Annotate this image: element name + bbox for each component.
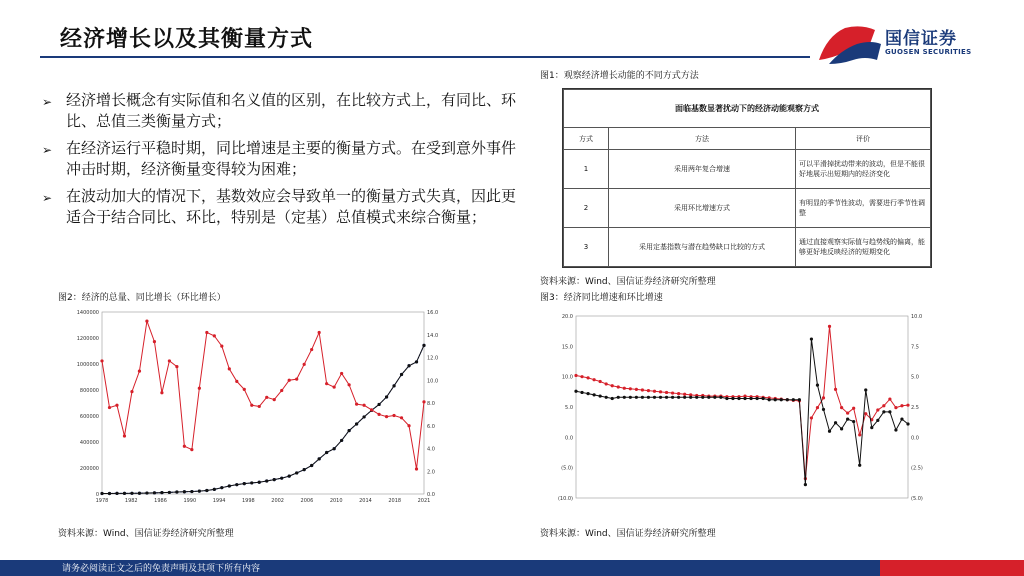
data-point bbox=[377, 413, 380, 416]
data-point bbox=[318, 331, 321, 334]
data-point bbox=[243, 388, 246, 391]
table-cell: 通过直接观察实际值与趋势线的偏离，能够更好地反映经济的短期变化 bbox=[796, 228, 931, 267]
footer-disclaimer: 请务必阅读正文之后的免责声明及其项下所有内容 bbox=[62, 564, 261, 574]
data-point bbox=[574, 374, 577, 377]
data-point bbox=[190, 490, 193, 493]
data-point bbox=[385, 395, 388, 398]
bullet-item bbox=[42, 186, 522, 228]
data-point bbox=[611, 397, 614, 400]
data-point bbox=[385, 415, 388, 418]
data-point bbox=[213, 334, 216, 337]
arrow-icon: ➢ bbox=[42, 95, 53, 109]
table-cell: 采用环比增速方式 bbox=[609, 189, 796, 228]
data-point bbox=[318, 457, 321, 460]
bullet-item bbox=[42, 138, 522, 180]
x-tick-label: 2014 bbox=[359, 498, 372, 504]
data-point bbox=[876, 419, 879, 422]
data-point bbox=[235, 483, 238, 486]
data-point bbox=[220, 486, 223, 489]
data-point bbox=[635, 388, 638, 391]
data-point bbox=[205, 331, 208, 334]
table-row bbox=[564, 228, 931, 267]
data-point bbox=[168, 491, 171, 494]
data-point bbox=[130, 492, 133, 495]
data-point bbox=[599, 394, 602, 397]
data-point bbox=[786, 398, 789, 401]
data-point bbox=[780, 398, 783, 401]
data-point bbox=[900, 418, 903, 421]
data-point bbox=[422, 344, 425, 347]
data-point bbox=[392, 384, 395, 387]
data-point bbox=[816, 406, 819, 409]
data-point bbox=[683, 393, 686, 396]
x-tick-label: 1986 bbox=[154, 498, 167, 504]
data-point bbox=[123, 434, 126, 437]
data-point bbox=[250, 404, 253, 407]
data-point bbox=[370, 408, 373, 411]
data-point bbox=[273, 398, 276, 401]
y2-tick-label: 8.0 bbox=[427, 401, 435, 407]
data-point bbox=[348, 429, 351, 432]
data-point bbox=[198, 490, 201, 493]
data-point bbox=[265, 396, 268, 399]
data-point bbox=[145, 491, 148, 494]
y2-tick-label: (2.5) bbox=[911, 465, 923, 472]
data-point bbox=[415, 467, 418, 470]
data-point bbox=[882, 410, 885, 413]
arrow-icon: ➢ bbox=[42, 191, 53, 205]
data-point bbox=[822, 396, 825, 399]
data-point bbox=[810, 337, 813, 340]
data-point bbox=[864, 412, 867, 415]
data-point bbox=[768, 398, 771, 401]
data-point bbox=[115, 492, 118, 495]
x-tick-label: 1982 bbox=[124, 498, 138, 504]
data-point bbox=[840, 406, 843, 409]
figure1-source: 资料来源：Wind、国信证券经济研究所整理 bbox=[540, 277, 716, 287]
x-tick-label: 2010 bbox=[329, 498, 343, 504]
data-point bbox=[228, 367, 231, 370]
data-point bbox=[731, 397, 734, 400]
data-point bbox=[762, 397, 765, 400]
y-tick-label: 400000 bbox=[79, 440, 99, 446]
data-point bbox=[737, 397, 740, 400]
data-point bbox=[623, 387, 626, 390]
data-point bbox=[743, 397, 746, 400]
y2-tick-label: 0.0 bbox=[911, 435, 919, 442]
method-table bbox=[562, 88, 932, 268]
y2-tick-label: 2.0 bbox=[427, 469, 435, 476]
data-point bbox=[586, 392, 589, 395]
x-tick-label: 1994 bbox=[212, 498, 226, 504]
data-point bbox=[707, 396, 710, 399]
data-point bbox=[288, 475, 291, 478]
y2-tick-label: 12.0 bbox=[427, 355, 439, 362]
title-underline bbox=[40, 56, 810, 58]
series-line bbox=[102, 345, 424, 493]
footer-accent bbox=[880, 560, 1024, 576]
data-point bbox=[258, 481, 261, 484]
data-point bbox=[288, 379, 291, 382]
data-point bbox=[295, 471, 298, 474]
data-point bbox=[605, 382, 608, 385]
data-point bbox=[362, 415, 365, 418]
data-point bbox=[822, 408, 825, 411]
data-point bbox=[647, 396, 650, 399]
y-tick-label: (5.0) bbox=[561, 465, 573, 472]
data-point bbox=[828, 430, 831, 433]
data-point bbox=[701, 396, 704, 399]
data-point bbox=[325, 382, 328, 385]
data-point bbox=[265, 479, 268, 482]
data-point bbox=[689, 396, 692, 399]
data-point bbox=[629, 387, 632, 390]
table-header: 方法 bbox=[609, 128, 796, 150]
y-tick-label: 20.0 bbox=[561, 314, 573, 320]
data-point bbox=[882, 404, 885, 407]
series-line bbox=[102, 345, 424, 493]
figure3-source: 资料来源：Wind、国信证券经济研究所整理 bbox=[540, 529, 716, 539]
y2-tick-label: 6.0 bbox=[427, 423, 435, 430]
data-point bbox=[235, 380, 238, 383]
table-header: 方式 bbox=[564, 128, 609, 150]
y2-tick-label: 14.0 bbox=[427, 332, 439, 339]
table-cell: 有明显的季节性波动，需要进行季节性调整 bbox=[796, 189, 931, 228]
data-point bbox=[623, 396, 626, 399]
x-tick-label: 2018 bbox=[388, 498, 402, 504]
data-point bbox=[153, 491, 156, 494]
plot-frame bbox=[102, 312, 424, 494]
data-point bbox=[422, 400, 425, 403]
table-row bbox=[564, 189, 931, 228]
data-point bbox=[310, 464, 313, 467]
data-point bbox=[295, 378, 298, 381]
table-cell: 3 bbox=[564, 228, 609, 267]
y2-tick-label: 10.0 bbox=[427, 378, 439, 385]
data-point bbox=[659, 390, 662, 393]
data-point bbox=[175, 490, 178, 493]
data-point bbox=[580, 391, 583, 394]
data-point bbox=[303, 363, 306, 366]
data-point bbox=[220, 345, 223, 348]
data-point bbox=[407, 364, 410, 367]
data-point bbox=[810, 416, 813, 419]
data-point bbox=[145, 320, 148, 323]
data-point bbox=[605, 396, 608, 399]
data-point bbox=[617, 396, 620, 399]
data-point bbox=[677, 392, 680, 395]
data-point bbox=[858, 464, 861, 467]
x-tick-label: 1978 bbox=[95, 498, 109, 504]
data-point bbox=[593, 378, 596, 381]
data-point bbox=[108, 406, 111, 409]
y-tick-label: 5.0 bbox=[565, 405, 573, 411]
data-point bbox=[168, 359, 171, 362]
y-tick-label: 600000 bbox=[79, 414, 99, 420]
data-point bbox=[725, 397, 728, 400]
data-point bbox=[677, 396, 680, 399]
data-point bbox=[250, 481, 253, 484]
table-header: 评价 bbox=[796, 128, 931, 150]
bullet-list bbox=[42, 90, 522, 234]
data-point bbox=[774, 398, 777, 401]
brand-name-en: GUOSEN SECURITIES bbox=[885, 48, 972, 56]
data-point bbox=[303, 468, 306, 471]
data-point bbox=[190, 448, 193, 451]
data-point bbox=[593, 393, 596, 396]
data-point bbox=[243, 482, 246, 485]
data-point bbox=[377, 403, 380, 406]
data-point bbox=[852, 420, 855, 423]
data-point bbox=[310, 348, 313, 351]
data-point bbox=[713, 396, 716, 399]
x-tick-label: 1990 bbox=[183, 498, 197, 504]
data-point bbox=[183, 490, 186, 493]
y2-tick-label: 16.0 bbox=[427, 310, 439, 316]
figure3-caption: 图3：经济同比增速和环比增速 bbox=[540, 293, 663, 303]
series-line bbox=[576, 339, 908, 485]
gdp-total-growth-chart bbox=[58, 302, 458, 514]
data-point bbox=[671, 396, 674, 399]
y-tick-label: 15.0 bbox=[561, 344, 573, 351]
data-point bbox=[635, 396, 638, 399]
data-point bbox=[894, 406, 897, 409]
y-tick-label: 200000 bbox=[79, 466, 99, 472]
data-point bbox=[665, 396, 668, 399]
bullet-text: 在波动加大的情况下，基数效应会导致单一的衡量方式失真，因此更适合于结合同比、环比，特别是（定基）总值模式来综合衡量； bbox=[66, 187, 517, 226]
y-tick-label: 800000 bbox=[79, 388, 99, 394]
data-point bbox=[653, 396, 656, 399]
data-point bbox=[816, 384, 819, 387]
y-tick-label: 0 bbox=[95, 492, 99, 498]
y2-tick-label: 0.0 bbox=[427, 492, 435, 498]
data-point bbox=[683, 396, 686, 399]
data-point bbox=[828, 325, 831, 328]
data-point bbox=[749, 397, 752, 400]
figure1-caption: 图1：观察经济增长动能的不同方式方法 bbox=[540, 71, 699, 81]
data-point bbox=[280, 477, 283, 480]
plot-frame bbox=[576, 316, 908, 498]
data-point bbox=[617, 385, 620, 388]
bullet-item bbox=[42, 90, 522, 132]
data-point bbox=[415, 360, 418, 363]
data-point bbox=[906, 404, 909, 407]
data-point bbox=[280, 389, 283, 392]
data-point bbox=[719, 396, 722, 399]
bullet-text: 经济增长概念有实际值和名义值的区别，在比较方式上，有同比、环比、总值三类衡量方式； bbox=[66, 91, 517, 130]
data-point bbox=[392, 414, 395, 417]
y-tick-label: 10.0 bbox=[561, 374, 573, 381]
data-point bbox=[362, 404, 365, 407]
data-point bbox=[834, 421, 837, 424]
data-point bbox=[160, 391, 163, 394]
table-cell: 采用定基指数与潜在趋势缺口比较的方式 bbox=[609, 228, 796, 267]
data-point bbox=[325, 451, 328, 454]
data-point bbox=[599, 380, 602, 383]
data-point bbox=[213, 488, 216, 491]
data-point bbox=[348, 383, 351, 386]
y2-tick-label: 2.5 bbox=[911, 405, 919, 411]
data-point bbox=[355, 422, 358, 425]
bullet-text: 在经济运行平稳时期，同比增速是主要的衡量方式。在受到意外事件冲击时期，经济衡量变得较为困难； bbox=[66, 139, 517, 178]
data-point bbox=[340, 439, 343, 442]
data-point bbox=[804, 483, 807, 486]
table-cell: 1 bbox=[564, 150, 609, 189]
data-point bbox=[894, 428, 897, 431]
data-point bbox=[138, 370, 141, 373]
y-tick-label: 1200000 bbox=[76, 336, 99, 342]
data-point bbox=[100, 359, 103, 362]
table-title: 面临基数显著扰动下的经济动能观察方式 bbox=[564, 90, 931, 128]
y-tick-label: 1000000 bbox=[76, 362, 99, 368]
data-point bbox=[586, 376, 589, 379]
data-point bbox=[665, 391, 668, 394]
data-point bbox=[400, 416, 403, 419]
data-point bbox=[355, 403, 358, 406]
data-point bbox=[258, 405, 261, 408]
data-point bbox=[864, 388, 867, 391]
data-point bbox=[205, 489, 208, 492]
arrow-icon: ➢ bbox=[42, 143, 53, 157]
data-point bbox=[333, 447, 336, 450]
y2-tick-label: (5.0) bbox=[911, 496, 923, 502]
data-point bbox=[846, 418, 849, 421]
data-point bbox=[340, 372, 343, 375]
data-point bbox=[153, 340, 156, 343]
yoy-qoq-growth-chart bbox=[540, 302, 950, 514]
data-point bbox=[846, 411, 849, 414]
data-point bbox=[629, 396, 632, 399]
data-point bbox=[840, 427, 843, 430]
data-point bbox=[198, 387, 201, 390]
y2-tick-label: 4.0 bbox=[427, 446, 435, 453]
data-point bbox=[100, 492, 103, 495]
data-point bbox=[900, 404, 903, 407]
data-point bbox=[273, 478, 276, 481]
y2-tick-label: 10.0 bbox=[911, 314, 923, 320]
series-line bbox=[102, 321, 424, 469]
data-point bbox=[653, 390, 656, 393]
data-point bbox=[888, 410, 891, 413]
y-tick-label: (10.0) bbox=[557, 496, 573, 502]
data-point bbox=[115, 404, 118, 407]
data-point bbox=[400, 373, 403, 376]
data-point bbox=[183, 445, 186, 448]
data-point bbox=[407, 424, 410, 427]
data-point bbox=[870, 426, 873, 429]
data-point bbox=[798, 398, 801, 401]
table-cell: 2 bbox=[564, 189, 609, 228]
data-point bbox=[611, 384, 614, 387]
data-point bbox=[834, 388, 837, 391]
x-tick-label: 2006 bbox=[300, 498, 314, 504]
data-point bbox=[852, 407, 855, 410]
table-cell: 采用两年复合增速 bbox=[609, 150, 796, 189]
data-point bbox=[228, 484, 231, 487]
data-point bbox=[160, 491, 163, 494]
data-point bbox=[876, 408, 879, 411]
y-tick-label: 0.0 bbox=[565, 435, 573, 442]
data-point bbox=[755, 397, 758, 400]
data-point bbox=[906, 422, 909, 425]
data-point bbox=[647, 389, 650, 392]
figure2-caption: 图2：经济的总量、同比增长（环比增长） bbox=[58, 293, 226, 303]
data-point bbox=[858, 433, 861, 436]
y2-tick-label: 7.5 bbox=[911, 344, 919, 351]
data-point bbox=[333, 385, 336, 388]
data-point bbox=[123, 492, 126, 495]
page-title: 经济增长以及其衡量方式 bbox=[60, 27, 314, 52]
data-point bbox=[175, 365, 178, 368]
data-point bbox=[671, 391, 674, 394]
data-point bbox=[888, 398, 891, 401]
data-point bbox=[695, 396, 698, 399]
table-cell: 可以平滑掉扰动带来的波动，但是不能很好地展示出短期内的经济变化 bbox=[796, 150, 931, 189]
y2-tick-label: 5.0 bbox=[911, 374, 919, 381]
data-point bbox=[138, 492, 141, 495]
data-point bbox=[574, 390, 577, 393]
data-point bbox=[641, 396, 644, 399]
data-point bbox=[580, 375, 583, 378]
table-row bbox=[564, 150, 931, 189]
x-tick-label: 1998 bbox=[241, 498, 255, 504]
brand-name: 国信证券 bbox=[885, 29, 957, 49]
data-point bbox=[641, 388, 644, 391]
x-tick-label: 2002 bbox=[271, 498, 285, 504]
data-point bbox=[792, 398, 795, 401]
data-point bbox=[108, 492, 111, 495]
y-tick-label: 1400000 bbox=[76, 310, 99, 316]
x-tick-label: 2021 bbox=[417, 498, 431, 504]
figure2-source: 资料来源：Wind、国信证券经济研究所整理 bbox=[58, 529, 234, 539]
data-point bbox=[130, 390, 133, 393]
data-point bbox=[659, 396, 662, 399]
